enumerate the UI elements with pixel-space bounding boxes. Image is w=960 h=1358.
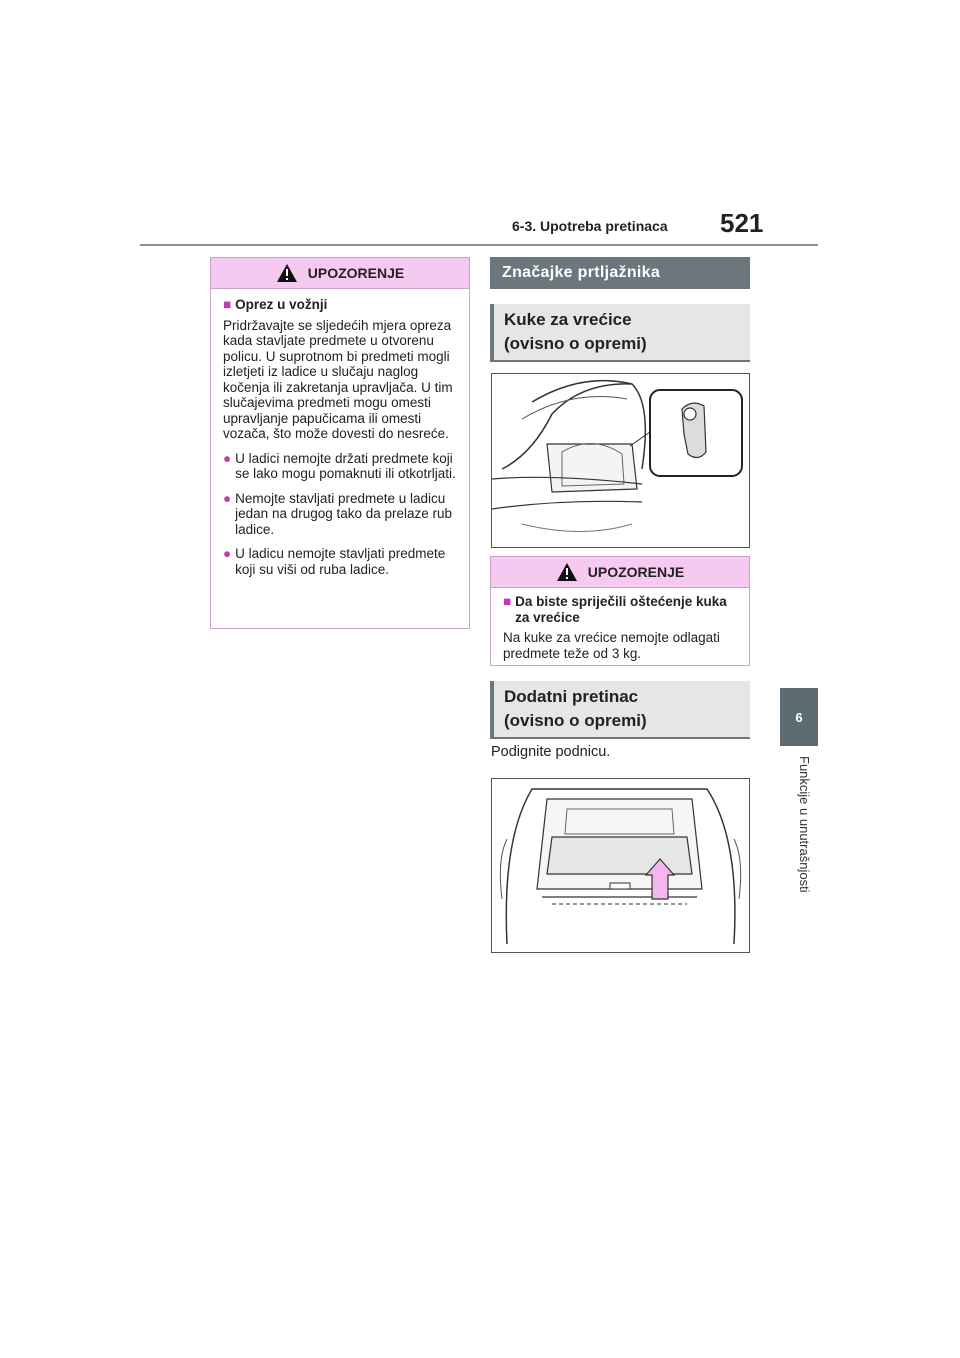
circle-bullet-icon: ●: [223, 546, 232, 561]
instruction-text: Podignite podnicu.: [491, 744, 611, 760]
page-number: 521: [720, 208, 764, 238]
warning-triangle-icon: [276, 263, 298, 283]
warning-bullet: [223, 491, 457, 538]
warning-box-bag-hooks: [490, 556, 750, 666]
extra-box-heading-line1: Dodatni pretinac: [504, 687, 639, 706]
warning-header: [211, 258, 469, 289]
warning-header: [491, 557, 749, 588]
section-heading: Značajke prtljažnika: [490, 257, 750, 289]
bag-hooks-heading-line1: Kuke za vrećice: [504, 310, 632, 329]
warning-title: UPOZORENJE: [307, 265, 405, 281]
trunk-hook-illustration: [491, 373, 750, 548]
warning-bullet-text: Nemojte stavljati predmete u ladicu jedan na drugog tako da prelaze rub ladice.: [235, 490, 453, 537]
extra-box-heading-line2: (ovisno o opremi): [504, 711, 647, 730]
chapter-label: Funkcije u unutrašnjosti: [797, 756, 812, 893]
warning-subheading-text: Da biste spriječili oštećenje kuka za vrećice: [515, 594, 727, 625]
trunk-floor-illustration: [491, 778, 750, 953]
open-trunk-image: [492, 374, 749, 547]
bag-hooks-heading: [490, 304, 750, 362]
bag-hooks-heading-line2: (ovisno o opremi): [504, 334, 647, 353]
circle-bullet-icon: ●: [223, 450, 232, 466]
circle-bullet-icon: ●: [223, 490, 232, 506]
warning-bullet-text: U ladici nemojte držati predmete koji se lako mogu pomaknuti ili otkotrljati.: [235, 450, 456, 481]
trunk-floor-image: [492, 779, 749, 952]
warning-box-drive: [210, 257, 470, 629]
section-title: 6-3. Upotreba pretinaca: [512, 218, 668, 234]
warning-subheading: [503, 594, 737, 625]
warning-title: UPOZORENJE: [587, 564, 685, 580]
header-divider: [140, 244, 818, 246]
extra-box-heading: [490, 681, 750, 739]
warning-bullet: [223, 451, 457, 482]
warning-subheading: [223, 297, 457, 313]
warning-subheading-text: Oprez u vožnji: [235, 297, 328, 312]
square-bullet-icon: ■: [503, 594, 512, 609]
warning-bullet-text: U ladicu nemojte stavljati predmete koji su viši od ruba ladice.: [235, 546, 446, 577]
chapter-tab: 6: [780, 688, 818, 746]
warning-bullet: [223, 546, 457, 577]
warning-triangle-icon: [556, 562, 578, 582]
warning-paragraph: Pridržavajte se sljedećih mjera opreza kada stavljate predmete u otvorenu policu. U suprotnom bi predmeti mogli izletjeti iz ladice u slučaju naglog kočenja ili zakretanja upravljača. U tim slučajevima predmeti mogu omesti upravljanje papučicama ili omesti vozača, što može dovesti do nesreće.: [223, 317, 453, 441]
square-bullet-icon: ■: [223, 297, 232, 312]
warning-paragraph: Na kuke za vrećice nemojte odlagati predmete teže od 3 kg.: [503, 630, 720, 661]
